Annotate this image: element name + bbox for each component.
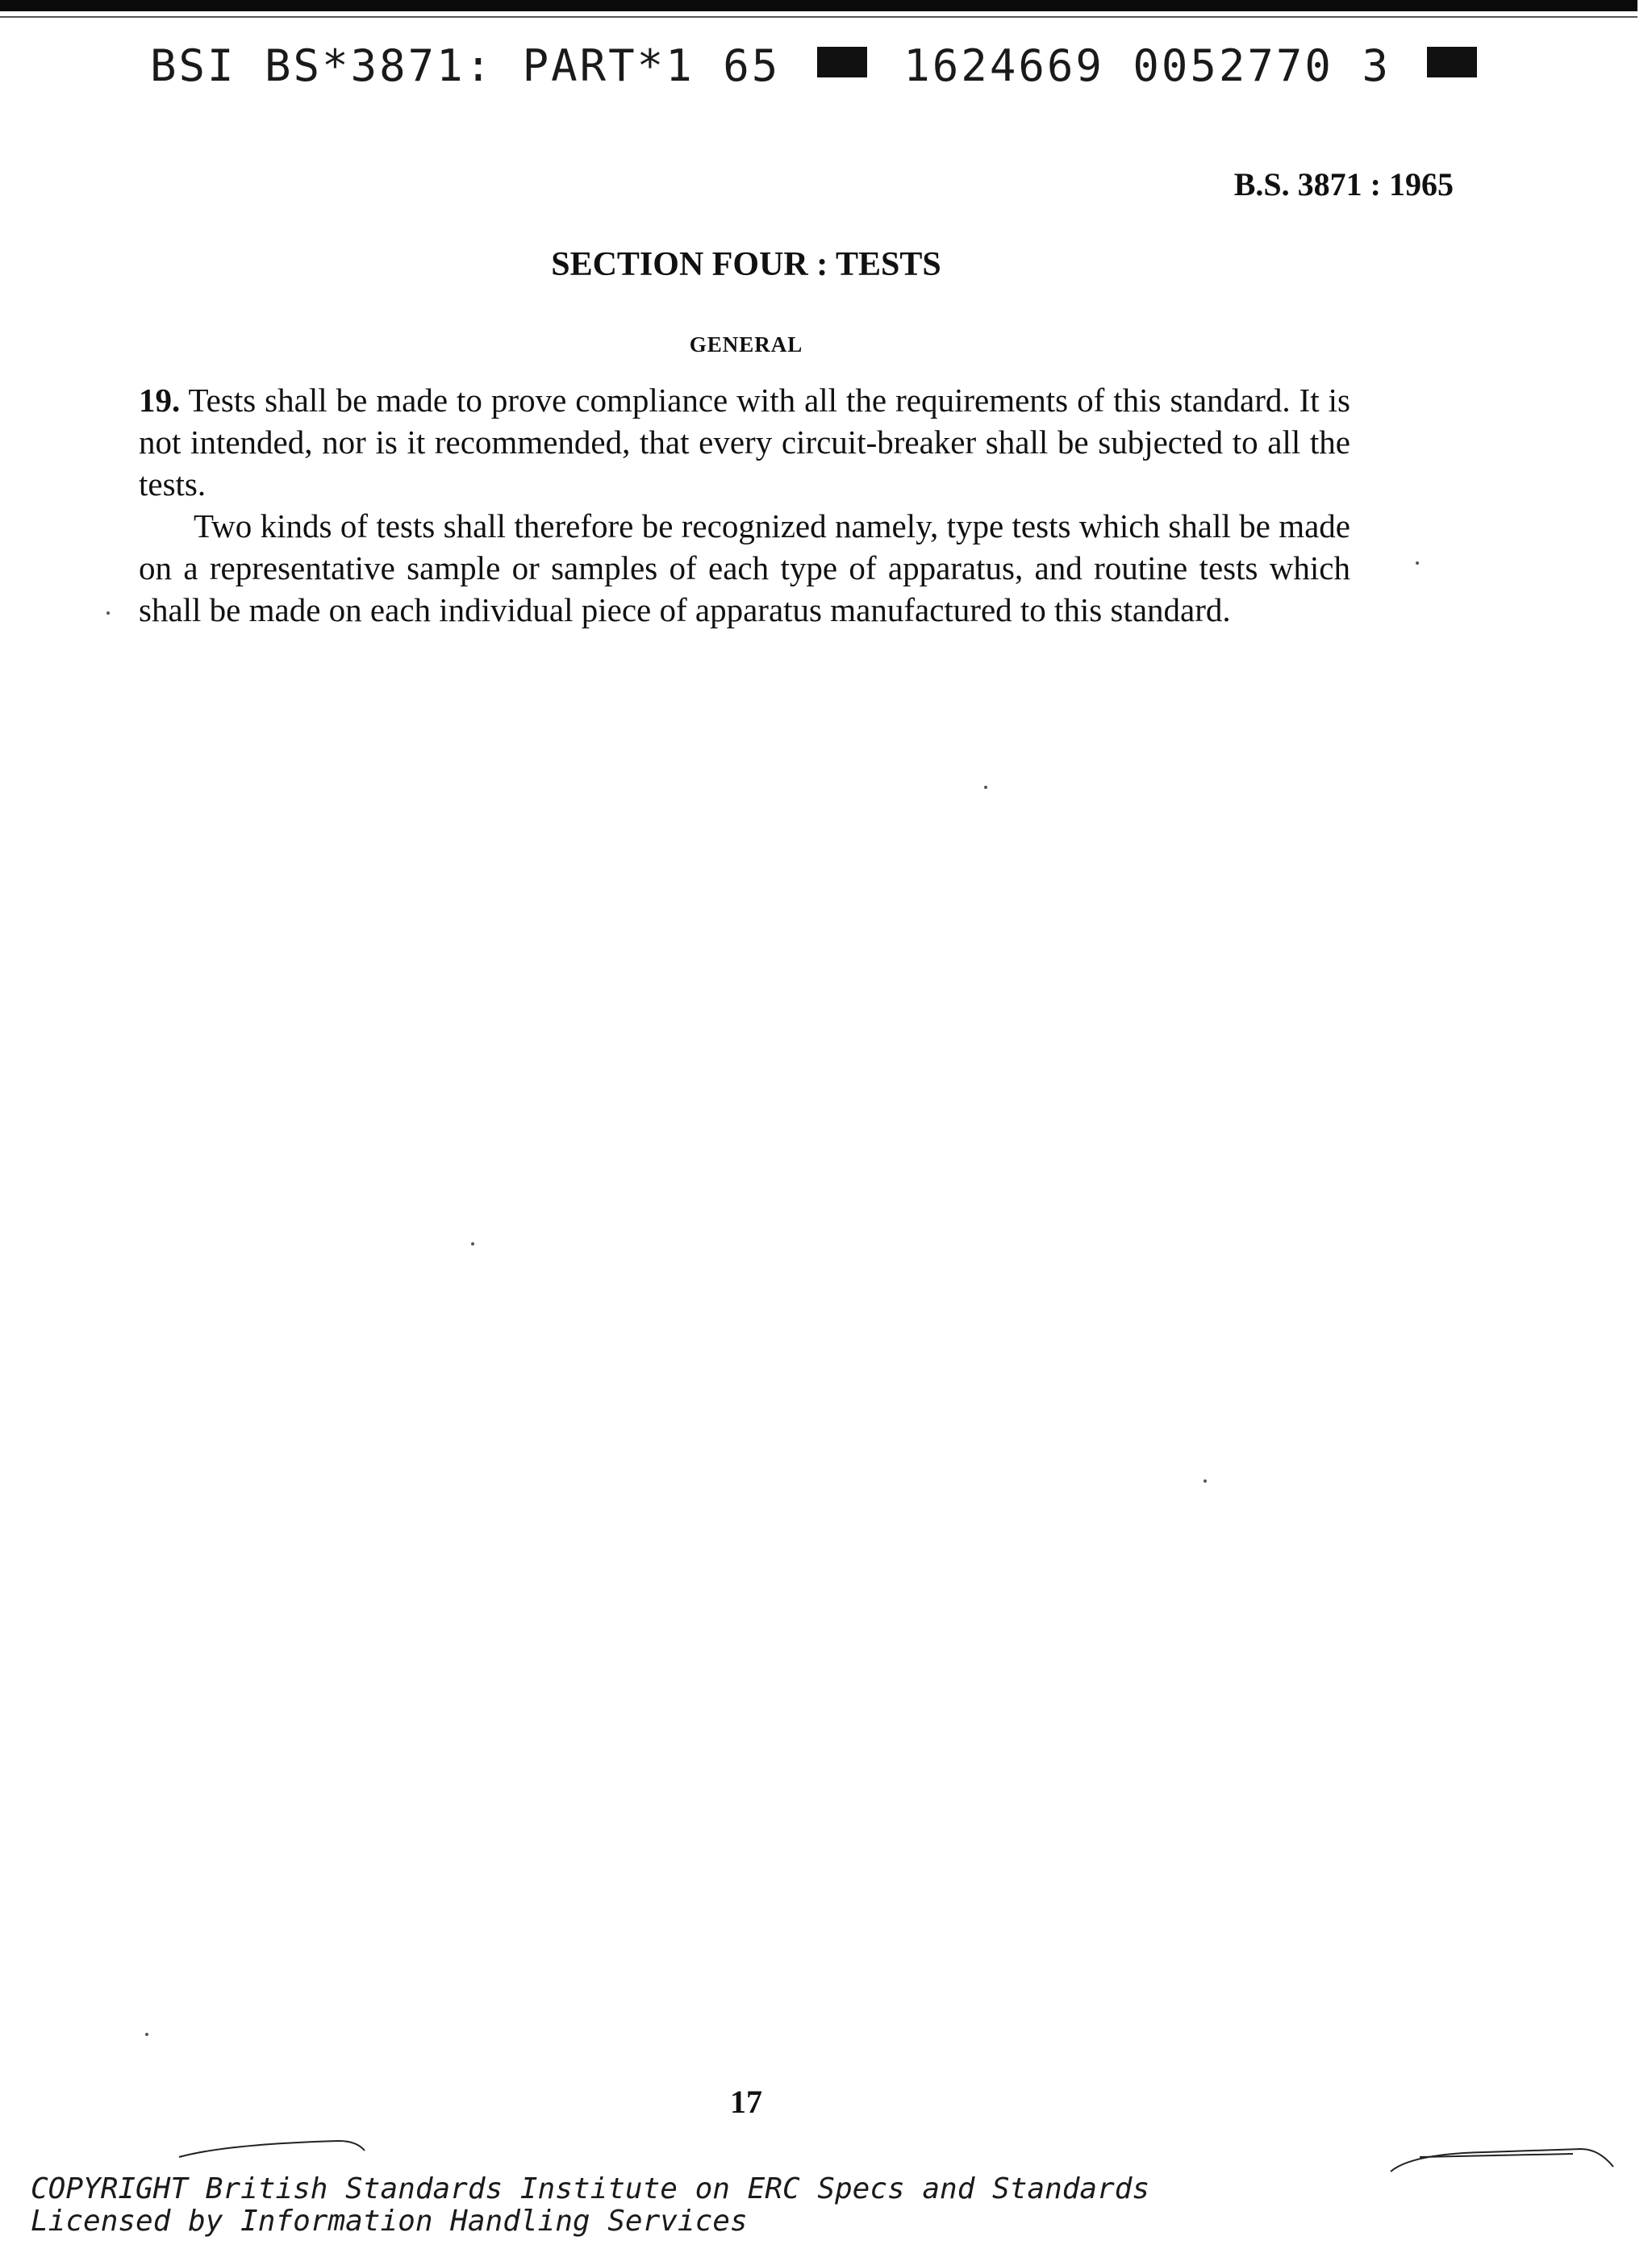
pen-stroke-left [177,2130,371,2162]
scan-speck [1204,1479,1207,1483]
section-subheading: GENERAL [689,332,803,357]
catalog-code-left: BSI BS*3871: PART*1 65 [150,40,781,91]
top-scan-border [0,0,1637,11]
clause-body [139,379,1350,631]
scan-speck [984,786,987,789]
clause-paragraph-1 [139,379,1350,505]
scan-speck [471,1242,474,1246]
copyright-notice [31,2173,1149,2238]
clause-paragraph-1-text: Tests shall be made to prove compliance with all the requirements of this standard. It is not intended, nor is it recommended, that every circuit-breaker shall be subjected to all the tests. [139,382,1350,503]
section-title: SECTION FOUR : TESTS [551,246,941,283]
copyright-line-2: Licensed by Information Handling Services [31,2205,748,2238]
catalog-header [150,40,1485,91]
standard-number: B.S. 3871 : 1965 [1233,166,1454,202]
scan-speck [106,611,110,615]
top-scan-border-thin [0,16,1637,18]
clause-paragraph-2: Two kinds of tests shall therefore be recognized namely, type tests which shall be made on a representative sample or samples of each type of apparatus, and routine tests which shall be made on each individual piece of apparatus manufactured to this standard. [139,507,1350,628]
pen-stroke-right [1387,2138,1629,2178]
scan-speck [145,2033,148,2036]
copyright-line-1: COPYRIGHT British Standards Institute on ERC Specs and Standards [31,2172,1150,2205]
catalog-code-mid: 1624669 0052770 3 [903,40,1391,91]
redaction-block-icon [1427,47,1477,77]
page-number: 17 [730,2084,762,2120]
redaction-block-icon [817,47,867,77]
clause-number: 19. [139,382,181,419]
scan-speck [1416,561,1419,565]
